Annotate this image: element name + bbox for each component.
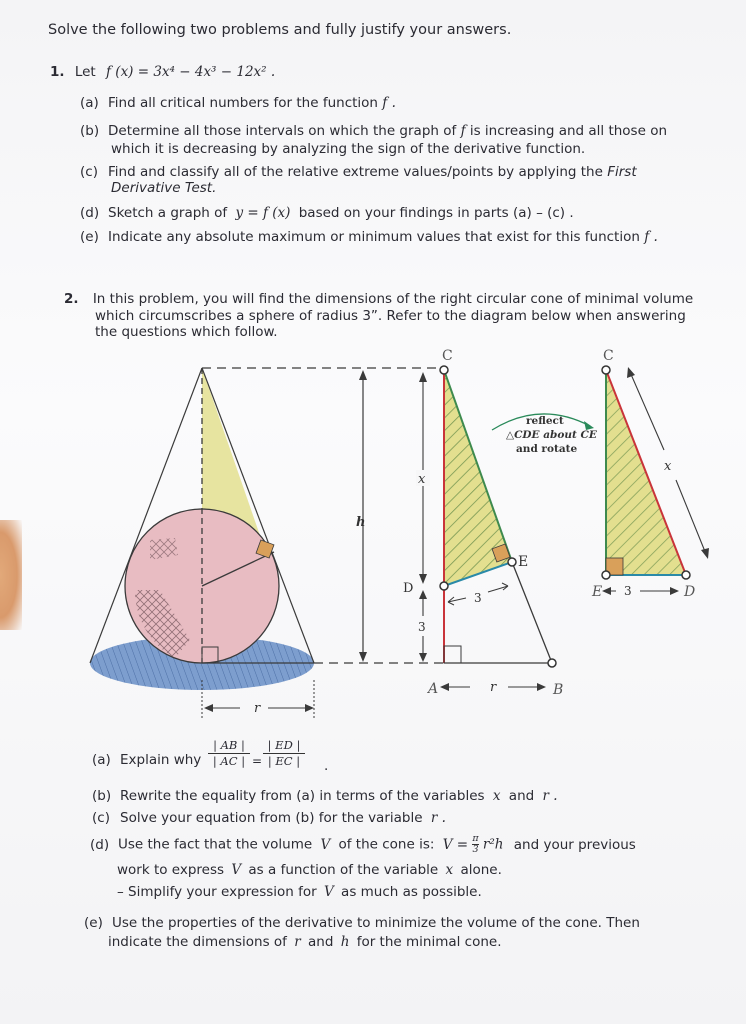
rot-point-C bbox=[602, 366, 610, 374]
p1-b-line2: which it is decreasing by analyzing the sign of the derivative function. bbox=[111, 141, 586, 157]
arrow-3-right bbox=[488, 583, 508, 592]
h-arrowhead-bottom bbox=[359, 652, 367, 662]
rot-x-arrow-bottom bbox=[676, 480, 706, 554]
p1-d-label: (d) bbox=[80, 205, 100, 221]
point-B bbox=[548, 659, 556, 667]
label-3-DE: 3 bbox=[474, 591, 482, 605]
p2-d-pi-fraction bbox=[472, 834, 478, 855]
p1-d-text1: Sketch a graph of bbox=[108, 205, 228, 221]
cone-3d bbox=[90, 368, 314, 718]
p2-d-formula-lhs: V = bbox=[442, 836, 469, 853]
frac2-denominator: | EC | bbox=[267, 754, 301, 768]
p2-part-c bbox=[92, 810, 446, 826]
p1-a-label: (a) bbox=[80, 95, 99, 111]
p1-a-text: Find all critical numbers for the function bbox=[108, 95, 378, 111]
label-C2: C bbox=[603, 348, 614, 364]
p2-b-and: and bbox=[508, 788, 535, 804]
p2-e-and: and bbox=[308, 934, 334, 950]
x-label: x bbox=[418, 472, 426, 487]
p2-b-label: (b) bbox=[92, 788, 112, 804]
rot-point-D bbox=[682, 571, 690, 579]
label-C: C bbox=[442, 348, 453, 364]
label-B: B bbox=[553, 682, 564, 698]
rot-label-D: D bbox=[684, 584, 696, 600]
right-angle-A bbox=[444, 646, 461, 663]
p1-e-label: (e) bbox=[80, 229, 99, 245]
point-E bbox=[508, 558, 516, 566]
problem-1-header bbox=[50, 64, 275, 80]
p1-part-e bbox=[80, 229, 658, 245]
rot-x-arrowhead-top bbox=[627, 367, 635, 378]
ab-arrowhead-left bbox=[440, 683, 449, 691]
p2-part-d bbox=[90, 834, 636, 855]
p1-d-math: y = f (x) bbox=[235, 205, 291, 221]
problem-2-number: 2. bbox=[64, 291, 79, 307]
p2-d-label: (d) bbox=[90, 836, 110, 853]
pi-symbol: π bbox=[472, 833, 479, 844]
point-C bbox=[440, 366, 448, 374]
p2-c-label: (c) bbox=[92, 810, 110, 826]
x-arrowhead-top bbox=[419, 372, 427, 382]
rot-x-arrow-top bbox=[630, 372, 664, 450]
cone-r-arrowhead-right bbox=[305, 704, 314, 712]
ab-arrowhead-right bbox=[537, 683, 546, 691]
p1-e-text: Indicate any absolute maximum or minimum values that exist for this function bbox=[108, 229, 640, 245]
p2-d-line2c: alone. bbox=[460, 862, 502, 878]
frac-equals: = bbox=[252, 754, 263, 768]
problem-2-header bbox=[64, 291, 693, 307]
p1-b-text2: is increasing and all those on bbox=[469, 123, 668, 139]
rot-point-E bbox=[602, 571, 610, 579]
p2-b-text: Rewrite the equality from (a) in terms of the variables bbox=[120, 788, 485, 804]
arrow-3-left bbox=[448, 597, 466, 605]
frac1-denominator: | AC | bbox=[212, 754, 246, 768]
rotated-triangle bbox=[591, 348, 709, 600]
p2-part-b bbox=[92, 788, 558, 804]
p2-a-label: (a) bbox=[92, 752, 111, 768]
p2-c-var: r . bbox=[430, 810, 446, 826]
rot-label-E: E bbox=[592, 584, 603, 600]
p2-e-text2: indicate the dimensions of bbox=[108, 934, 287, 950]
rot-x-label: x bbox=[664, 459, 672, 474]
problem-2-line2: which circumscribes a sphere of radius 3”. Refer to the diagram below when answering bbox=[95, 308, 686, 324]
reflect-line2: △CDE about CE bbox=[506, 429, 597, 441]
p1-c-line2: Derivative Test. bbox=[111, 180, 217, 196]
reflect-line1: reflect bbox=[526, 415, 564, 427]
r-label: r bbox=[490, 680, 497, 695]
problem-1-lead: Let bbox=[74, 64, 96, 80]
p2-d-line2a: work to express bbox=[117, 862, 225, 878]
p1-b-text1: Determine all those intervals on which the graph of bbox=[108, 123, 457, 139]
pi-denominator: 3 bbox=[472, 844, 479, 855]
da-arrowhead-down bbox=[419, 653, 427, 662]
p2-d-line2-V: V bbox=[231, 862, 242, 878]
p1-part-c bbox=[80, 164, 637, 180]
p1-part-b bbox=[80, 123, 667, 139]
p1-part-a bbox=[80, 95, 396, 111]
p2-d-line3-V: V bbox=[324, 884, 334, 900]
p1-c-text1: Find and classify all of the relative extreme values/points by applying the bbox=[108, 164, 603, 180]
p2-d-line2 bbox=[117, 862, 502, 878]
frac-period: . bbox=[324, 758, 329, 774]
cone-diagram bbox=[0, 340, 746, 740]
label-A: A bbox=[428, 681, 439, 697]
p1-a-math: f . bbox=[382, 95, 396, 111]
frac2-numerator: | ED | bbox=[263, 738, 305, 754]
p2-e-text3: for the minimal cone. bbox=[356, 934, 502, 950]
p2-d-line2b: as a function of the variable bbox=[248, 862, 439, 878]
reflect-line3: and rotate bbox=[516, 443, 578, 455]
p2-b-var-r: r . bbox=[542, 788, 558, 804]
p1-b-label: (b) bbox=[80, 123, 100, 139]
cone-r-arrowhead-left bbox=[204, 704, 213, 712]
point-D bbox=[440, 582, 448, 590]
p2-a-text: Explain why bbox=[120, 752, 202, 768]
p2-part-e bbox=[84, 915, 640, 931]
h-label: h bbox=[356, 515, 366, 530]
label-D: D bbox=[403, 581, 414, 596]
rot-label-3: 3 bbox=[624, 584, 632, 598]
p1-c-ital1: First bbox=[607, 164, 637, 180]
p1-e-math: f . bbox=[644, 229, 658, 245]
problem-1-function: f (x) = 3x⁴ − 4x³ − 12x² . bbox=[106, 64, 276, 80]
p2-e-var-h: h bbox=[340, 934, 350, 950]
p2-e-var-r: r bbox=[294, 934, 301, 950]
p1-part-d bbox=[80, 205, 574, 221]
p1-d-text2: based on your findings in parts (a) – (c) . bbox=[298, 205, 574, 221]
problem-2-line1: In this problem, you will find the dimensions of the right circular cone of minimal volume bbox=[92, 291, 694, 307]
da-arrowhead-up bbox=[419, 590, 427, 599]
p2-d-text2: of the cone is: bbox=[338, 836, 435, 853]
p2-b-var-x: x bbox=[492, 788, 501, 804]
p2-part-a bbox=[92, 752, 201, 768]
frac1-numerator: | AB | bbox=[208, 738, 250, 754]
x-arrowhead-bottom bbox=[419, 574, 427, 584]
triangle-diagram bbox=[403, 348, 563, 698]
p2-c-text: Solve your equation from (b) for the variable bbox=[120, 810, 423, 826]
h-arrowhead-top bbox=[359, 370, 367, 380]
problem-1-number: 1. bbox=[50, 64, 65, 80]
label-E: E bbox=[518, 554, 529, 570]
p2-a-fraction-1 bbox=[208, 738, 250, 769]
label-3-DA: 3 bbox=[418, 620, 426, 634]
p2-d-text3: and your previous bbox=[513, 836, 636, 853]
p2-d-line2-x: x bbox=[445, 862, 454, 878]
p1-c-label: (c) bbox=[80, 164, 98, 180]
intro-text: Solve the following two problems and fully justify your answers. bbox=[48, 22, 512, 38]
p2-e-text1: Use the properties of the derivative to minimize the volume of the cone. Then bbox=[112, 915, 640, 931]
problem-2-line3: the questions which follow. bbox=[95, 324, 278, 340]
rot-x-arrowhead-bottom bbox=[701, 548, 709, 559]
cone-r-label: r bbox=[254, 701, 261, 716]
p2-d-var-V: V bbox=[320, 836, 331, 853]
p2-d-formula-rhs: r²h bbox=[482, 836, 504, 853]
p2-d-line3 bbox=[117, 884, 482, 900]
p2-d-line3-text: – Simplify your expression for bbox=[117, 884, 317, 900]
p1-b-math: f bbox=[460, 123, 466, 139]
p2-e-label: (e) bbox=[84, 915, 103, 931]
p2-d-text1: Use the fact that the volume bbox=[118, 836, 313, 853]
p2-a-fraction-2 bbox=[263, 738, 305, 769]
p2-d-line3b: as much as possible. bbox=[341, 884, 482, 900]
rot-3-arrowhead-right bbox=[670, 587, 679, 595]
p2-e-line2 bbox=[108, 934, 502, 950]
line-EB bbox=[512, 562, 552, 663]
